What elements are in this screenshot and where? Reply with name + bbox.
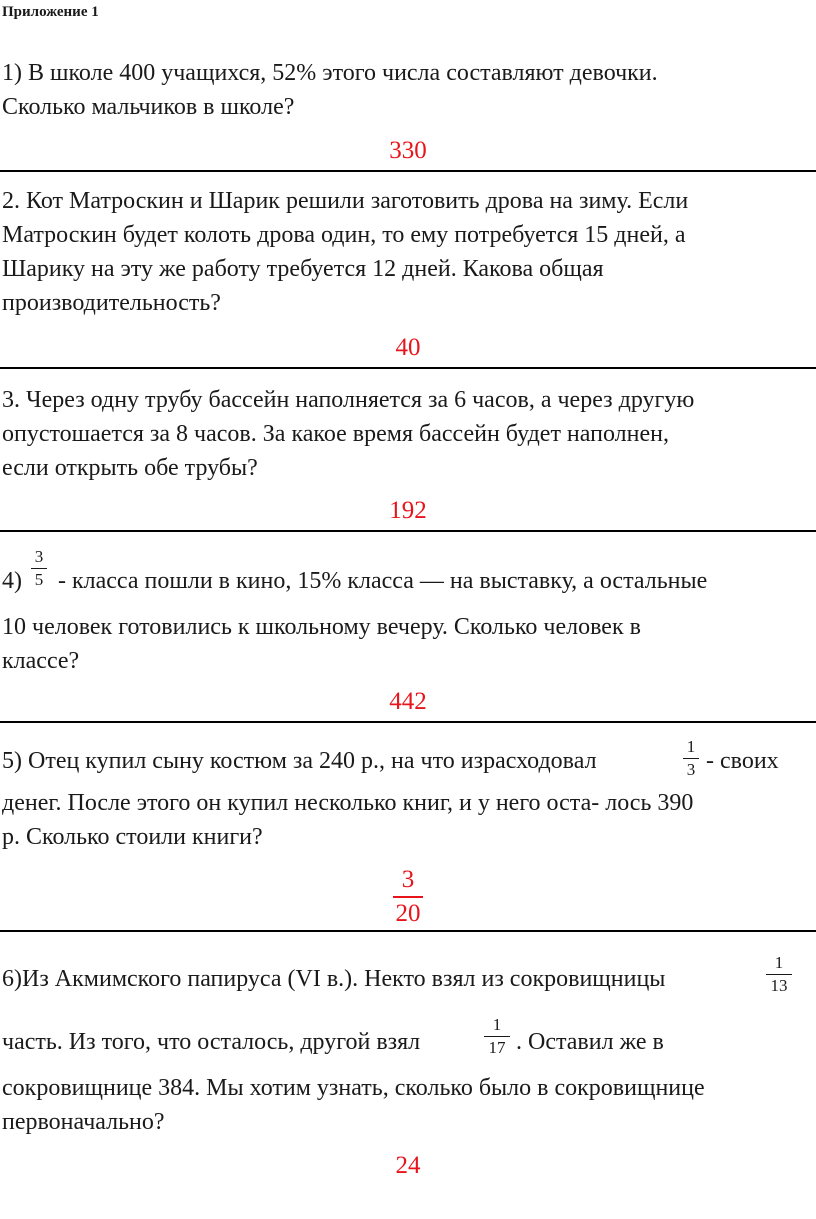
problem-2-answer: 40: [395, 334, 421, 361]
problem-6-fraction-1: [766, 954, 792, 995]
problem-4-answer: 442: [389, 688, 427, 715]
problem-4-line-3: классе?: [2, 648, 80, 674]
problem-5-line-1: 5) Отец купил сыну костюм за 240 р., на что израсходовал: [2, 748, 597, 774]
fraction-denominator: 13: [770, 976, 788, 995]
divider: [0, 367, 816, 369]
problem-3-line-2: опустошается за 8 часов. За какое время бассейн будет наполнен,: [2, 421, 669, 447]
fraction-denominator: 3: [686, 760, 696, 779]
problem-5-line-1-end: - своих: [706, 748, 779, 774]
problem-1-line-2: Сколько мальчиков в школе?: [2, 94, 295, 120]
problem-2-line-4: производительность?: [2, 290, 221, 316]
problem-6-line-2: часть. Из того, что осталось, другой взял: [2, 1029, 421, 1055]
divider: [0, 930, 816, 932]
problem-4-line-1: - класса пошли в кино, 15% класса — на выставку, а остальные: [58, 568, 708, 594]
problem-6-answer: 24: [395, 1152, 421, 1179]
problem-6-line-3: сокровищнице 384. Мы хотим узнать, сколько было в сокровищнице: [2, 1075, 705, 1101]
problem-4-number: 4): [2, 568, 22, 594]
answer-denominator: 20: [395, 900, 421, 927]
divider: [0, 170, 816, 172]
problem-3-line-1: 3. Через одну трубу бассейн наполняется за 6 часов, а через другую: [2, 387, 695, 413]
fraction-bar: [484, 1036, 510, 1037]
fraction-numerator: 1: [492, 1015, 502, 1034]
fraction-numerator: 3: [34, 547, 44, 566]
divider: [0, 721, 816, 723]
fraction-numerator: 1: [686, 737, 696, 756]
problem-6-line-1: 6)Из Акмимского папируса (VI в.). Некто взял из сокровищницы: [2, 966, 666, 992]
problem-3-line-3: если открыть обе трубы?: [2, 455, 258, 481]
answer-numerator: 3: [401, 866, 415, 893]
problem-5-line-3: р. Сколько стоили книги?: [2, 824, 263, 850]
fraction-denominator: 17: [488, 1038, 506, 1057]
fraction-bar: [683, 758, 699, 759]
fraction-denominator: 5: [34, 570, 44, 589]
answer-fraction-bar: [393, 896, 423, 898]
appendix-header: Приложение 1: [2, 4, 99, 20]
problem-2-line-1: 2. Кот Матроскин и Шарик решили заготовить дрова на зиму. Если: [2, 188, 689, 214]
problem-5-fraction: [683, 738, 699, 779]
fraction-bar: [766, 974, 792, 975]
problem-3-answer: 192: [389, 497, 427, 524]
problem-2-line-3: Шарику на эту же работу требуется 12 дней. Какова общая: [2, 256, 604, 282]
problem-4-line-2: 10 человек готовились к школьному вечеру. Сколько человек в: [2, 614, 641, 640]
fraction-bar: [31, 568, 47, 569]
problem-2-line-2: Матроскин будет колоть дрова один, то ему потребуется 15 дней, а: [2, 222, 686, 248]
problem-1-line-1: 1) В школе 400 учащихся, 52% этого числа составляют девочки.: [2, 60, 658, 86]
problem-6-fraction-2: [484, 1016, 510, 1057]
problem-5-line-2: денег. После этого он купил несколько книг, и у него оста- лось 390: [2, 790, 694, 816]
problem-6-line-4: первоначально?: [2, 1109, 165, 1135]
fraction-numerator: 1: [774, 953, 784, 972]
problem-5-answer-fraction: [0, 866, 816, 928]
problem-4-fraction: [31, 548, 47, 589]
problem-1-answer: 330: [389, 137, 427, 164]
divider: [0, 530, 816, 532]
problem-6-line-2-end: . Оставил же в: [516, 1029, 664, 1055]
